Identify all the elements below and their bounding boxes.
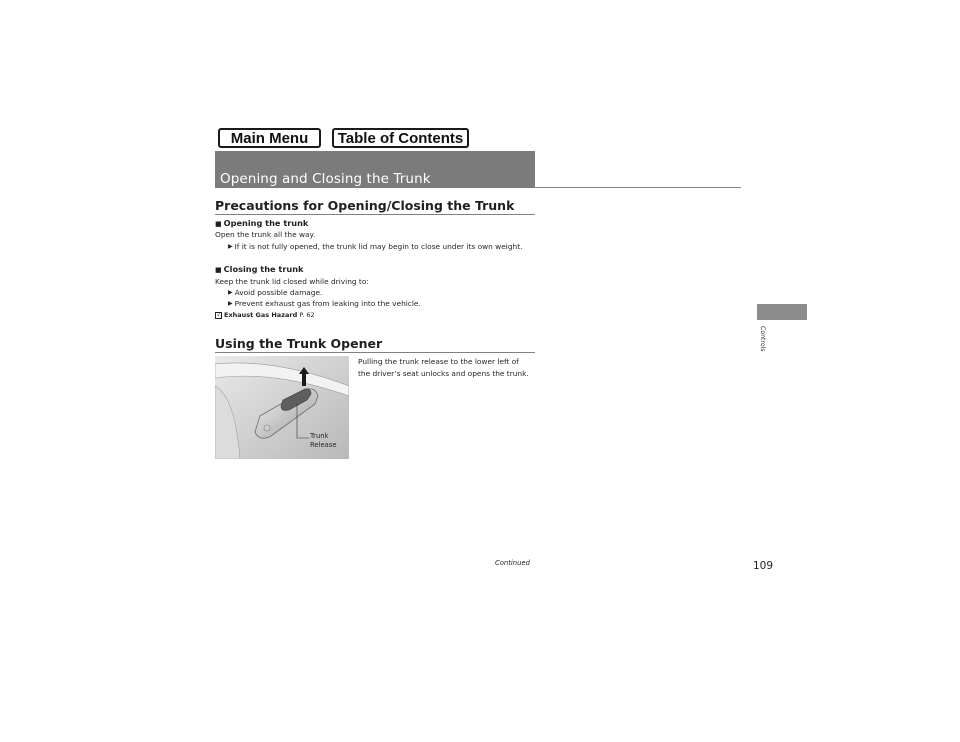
- closing-text: Keep the trunk lid closed while driving to:: [215, 277, 369, 286]
- xref-title: Exhaust Gas Hazard: [224, 311, 298, 319]
- opener-description-line-2: the driver’s seat unlocks and opens the trunk.: [358, 369, 529, 378]
- xref-page: P. 62: [299, 311, 315, 319]
- section-side-tab[interactable]: [757, 304, 807, 320]
- opening-text: Open the trunk all the way.: [215, 230, 316, 239]
- arrow-bullet-icon: ▶: [228, 289, 233, 296]
- closing-bullet-1-text: Avoid possible damage.: [234, 288, 323, 297]
- callout-line-1: Trunk: [310, 432, 329, 440]
- closing-subheading: [215, 264, 304, 276]
- opening-subheading-text: Opening the trunk: [223, 218, 309, 228]
- section-side-label: [757, 326, 769, 356]
- table-of-contents-button[interactable]: Table of Contents: [332, 128, 469, 148]
- continued-label: Continued: [495, 559, 530, 567]
- opening-bullet: [228, 241, 522, 253]
- title-rule: [535, 187, 741, 188]
- main-menu-button[interactable]: Main Menu: [218, 128, 321, 148]
- page-title: Opening and Closing the Trunk: [220, 171, 431, 187]
- arrow-bullet-icon: ▶: [228, 300, 233, 307]
- section-side-label-text: Controls: [759, 326, 766, 352]
- page-title-bar: [215, 151, 535, 188]
- square-bullet-icon: ■: [215, 220, 222, 228]
- trunk-release-callout: [310, 432, 337, 450]
- trunk-opener-heading: Using the Trunk Opener: [215, 336, 535, 353]
- square-bullet-icon: ■: [215, 266, 222, 274]
- closing-bullet-2-text: Prevent exhaust gas from leaking into the vehicle.: [234, 299, 421, 308]
- closing-bullet-2: [228, 298, 421, 310]
- page-number: 109: [753, 560, 774, 572]
- closing-subheading-text: Closing the trunk: [223, 264, 304, 274]
- opener-description-line-1: Pulling the trunk release to the lower left of: [358, 357, 519, 366]
- precautions-heading: Precautions for Opening/Closing the Trunk: [215, 198, 535, 215]
- callout-line-2: Release: [310, 441, 337, 449]
- arrow-bullet-icon: ▶: [228, 243, 233, 250]
- cross-reference-icon: 2: [215, 312, 222, 319]
- opening-bullet-text: If it is not fully opened, the trunk lid may begin to close under its own weight.: [234, 242, 523, 251]
- exhaust-gas-xref-link[interactable]: [215, 310, 315, 320]
